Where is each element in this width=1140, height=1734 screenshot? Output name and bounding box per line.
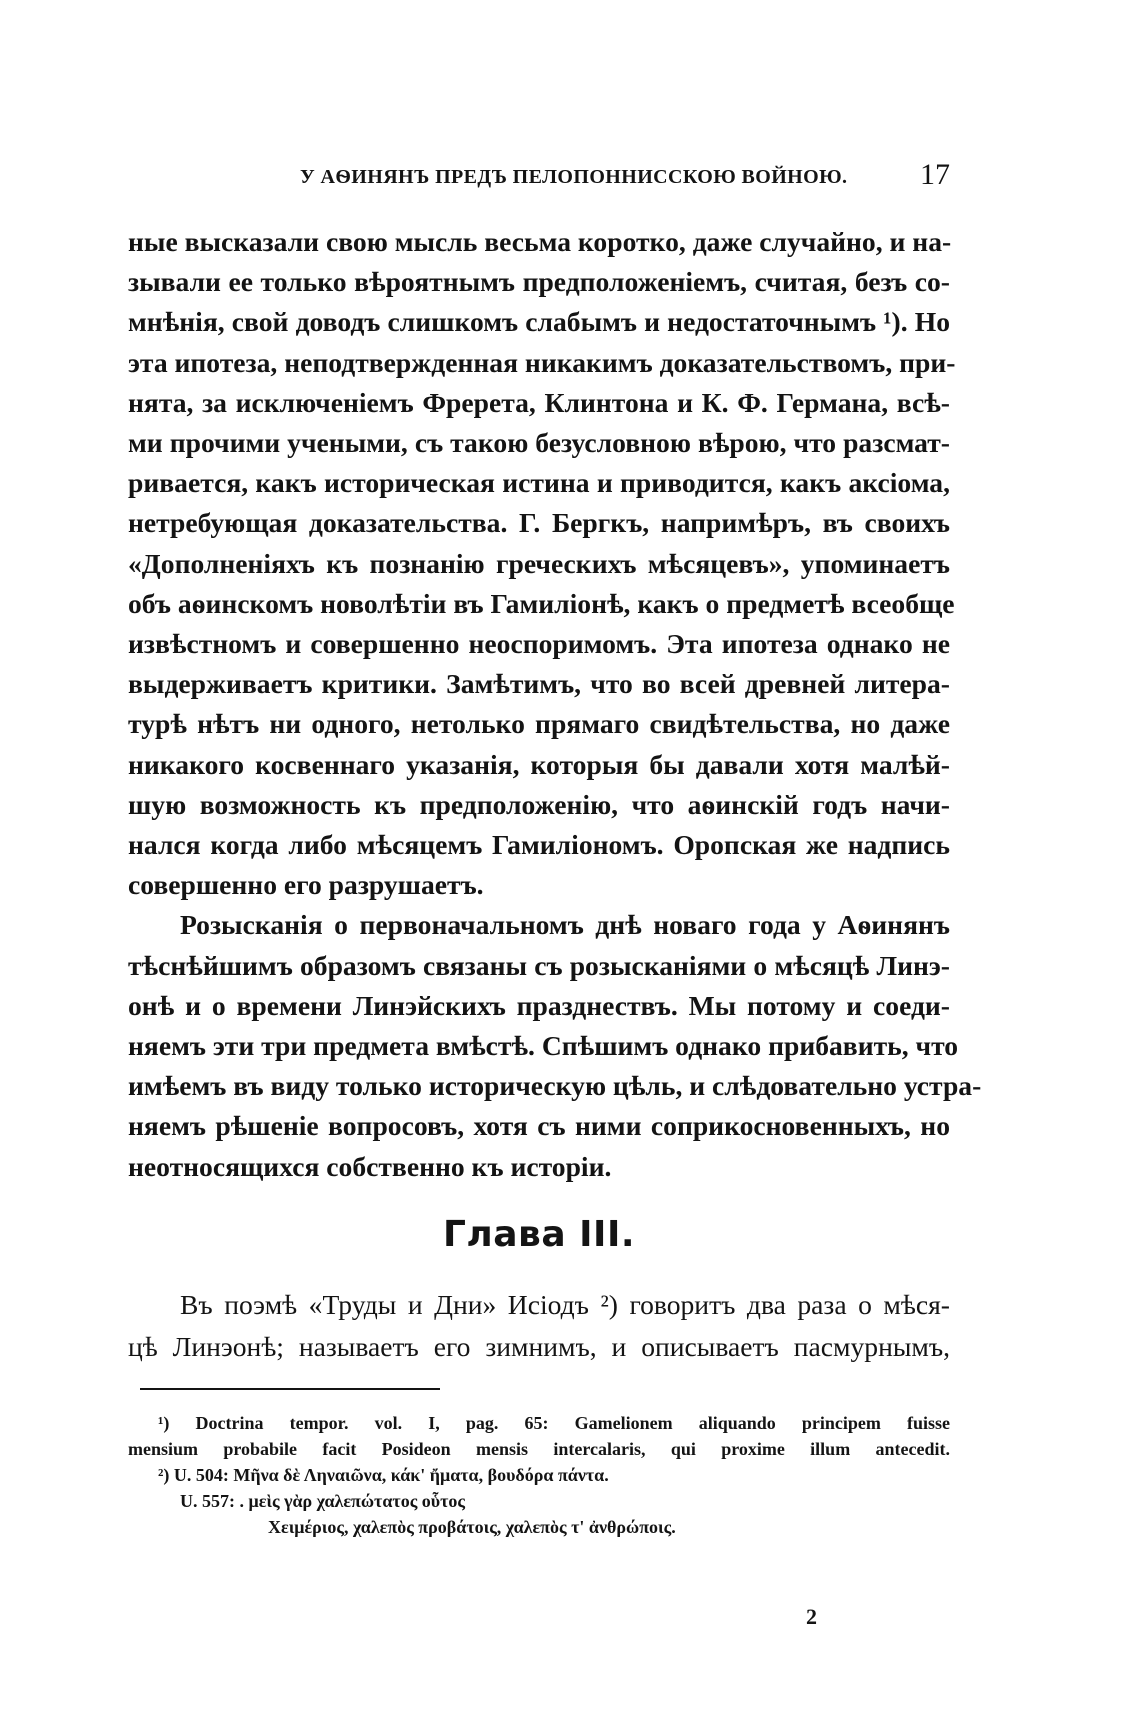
text-line: ные высказали свою мысль весьма коротко, даже случайно, и на- xyxy=(128,226,952,257)
text-line: неотносящихся собственно къ исторіи. xyxy=(128,1150,612,1182)
running-title: У АѲИНЯНЪ ПРЕДЪ ПЕЛОПОННИССКОЮ ВОЙНОЮ. xyxy=(300,166,848,188)
footnote-rule xyxy=(140,1388,440,1390)
footnotes xyxy=(128,1410,950,1540)
footnote-line: Χειμέριος, χαλεπὸς προβάτοις, χαλεπὸς τ' ἀνθρώποις. xyxy=(268,1517,676,1537)
body-text xyxy=(128,222,982,1187)
footnote-line: ²) U. 504: Μῆνα δὲ Ληναιῶνα, κάκ' ἤματα, βουδόρα πάντα. xyxy=(158,1465,609,1485)
text-line: няемъ эти три предмета вмѣстѣ. Спѣшимъ однако прибавить, что xyxy=(128,1030,959,1062)
text-line: Въ поэмѣ «Труды и Дни» Исіодъ ²) говоритъ два раза о мѣся- xyxy=(180,1289,950,1320)
page-number: 17 xyxy=(920,158,950,191)
text-line: зывали ее только вѣроятнымъ предположеніемъ, считая, безъ со- xyxy=(128,266,950,298)
text-line: ривается, какъ историческая истина и приводится, какъ аксіома, xyxy=(128,467,950,499)
footnote-line: U. 557: . μεὶς γὰρ χαλεπώτατος οὗτος xyxy=(180,1491,466,1511)
footnote-line: ¹) Doctrina tempor. vol. I, pag. 65: Gamelionem aliquando principem fuisse xyxy=(158,1413,950,1433)
text-line: няемъ рѣшеніе вопросовъ, хотя съ ними соприкосновенныхъ, но xyxy=(128,1110,950,1142)
chapter-heading: Глава III. xyxy=(442,1214,636,1255)
running-head xyxy=(128,158,950,198)
text-line: мнѣнія, свой доводъ слишкомъ слабымъ и недостаточнымъ ¹). Но xyxy=(128,306,950,338)
text-line: эта ипотеза, неподтвержденная никакимъ доказательствомъ, при- xyxy=(128,346,956,378)
chapter-text xyxy=(128,1284,950,1368)
text-line: «Дополненіяхъ къ познанію греческихъ мѣсяцевъ», упоминаетъ xyxy=(128,547,950,579)
signature-mark: 2 xyxy=(806,1604,817,1629)
text-line: нетребующая доказательства. Г. Бергкъ, напримѣръ, въ своихъ xyxy=(128,507,950,539)
text-line: имѣемъ въ виду только историческую цѣль, и слѣдовательно устра- xyxy=(128,1070,982,1102)
text-line: выдерживаетъ критики. Замѣтимъ, что во всей древней литера- xyxy=(128,668,950,700)
text-line: шую возможность къ предположенію, что аѳинскій годъ начи- xyxy=(128,788,950,820)
text-line: тѣснѣйшимъ образомъ связаны съ розысканіями о мѣсяцѣ Линэ- xyxy=(128,949,950,981)
text-line: объ аѳинскомъ новолѣтіи въ Гамиліонѣ, какъ о предметѣ всеобще xyxy=(128,587,955,619)
text-line: цѣ Линэонѣ; называетъ его зимнимъ, и описываетъ пасмурнымъ, xyxy=(128,1331,950,1362)
text-line: нята, за исключеніемъ Фререта, Клинтона и К. Ф. Германа, всѣ- xyxy=(128,386,950,418)
footnote-line: mensium probabile facit Posideon mensis intercalaris, qui proxime illum antecedit. xyxy=(128,1439,950,1459)
text-line: Розысканія о первоначальномъ днѣ новаго года у Аѳинянъ xyxy=(180,909,950,941)
text-line: нался когда либо мѣсяцемъ Гамиліономъ. Оропская же надпись xyxy=(128,829,950,861)
text-line: ми прочими учеными, съ такою безусловною вѣрою, что разсмат- xyxy=(128,427,950,459)
text-line: извѣстномъ и совершенно неоспоримомъ. Эта ипотеза однако не xyxy=(128,628,950,660)
text-line: никакого косвеннаго указанія, которыя бы давали хотя малѣй- xyxy=(128,748,950,780)
text-line: турѣ нѣтъ ни одного, нетолько прямаго свидѣтельства, но даже xyxy=(128,708,950,740)
text-line: онѣ и о времени Линэйскихъ празднествъ. Мы потому и соеди- xyxy=(128,989,950,1021)
text-line: совершенно его разрушаетъ. xyxy=(128,869,484,901)
